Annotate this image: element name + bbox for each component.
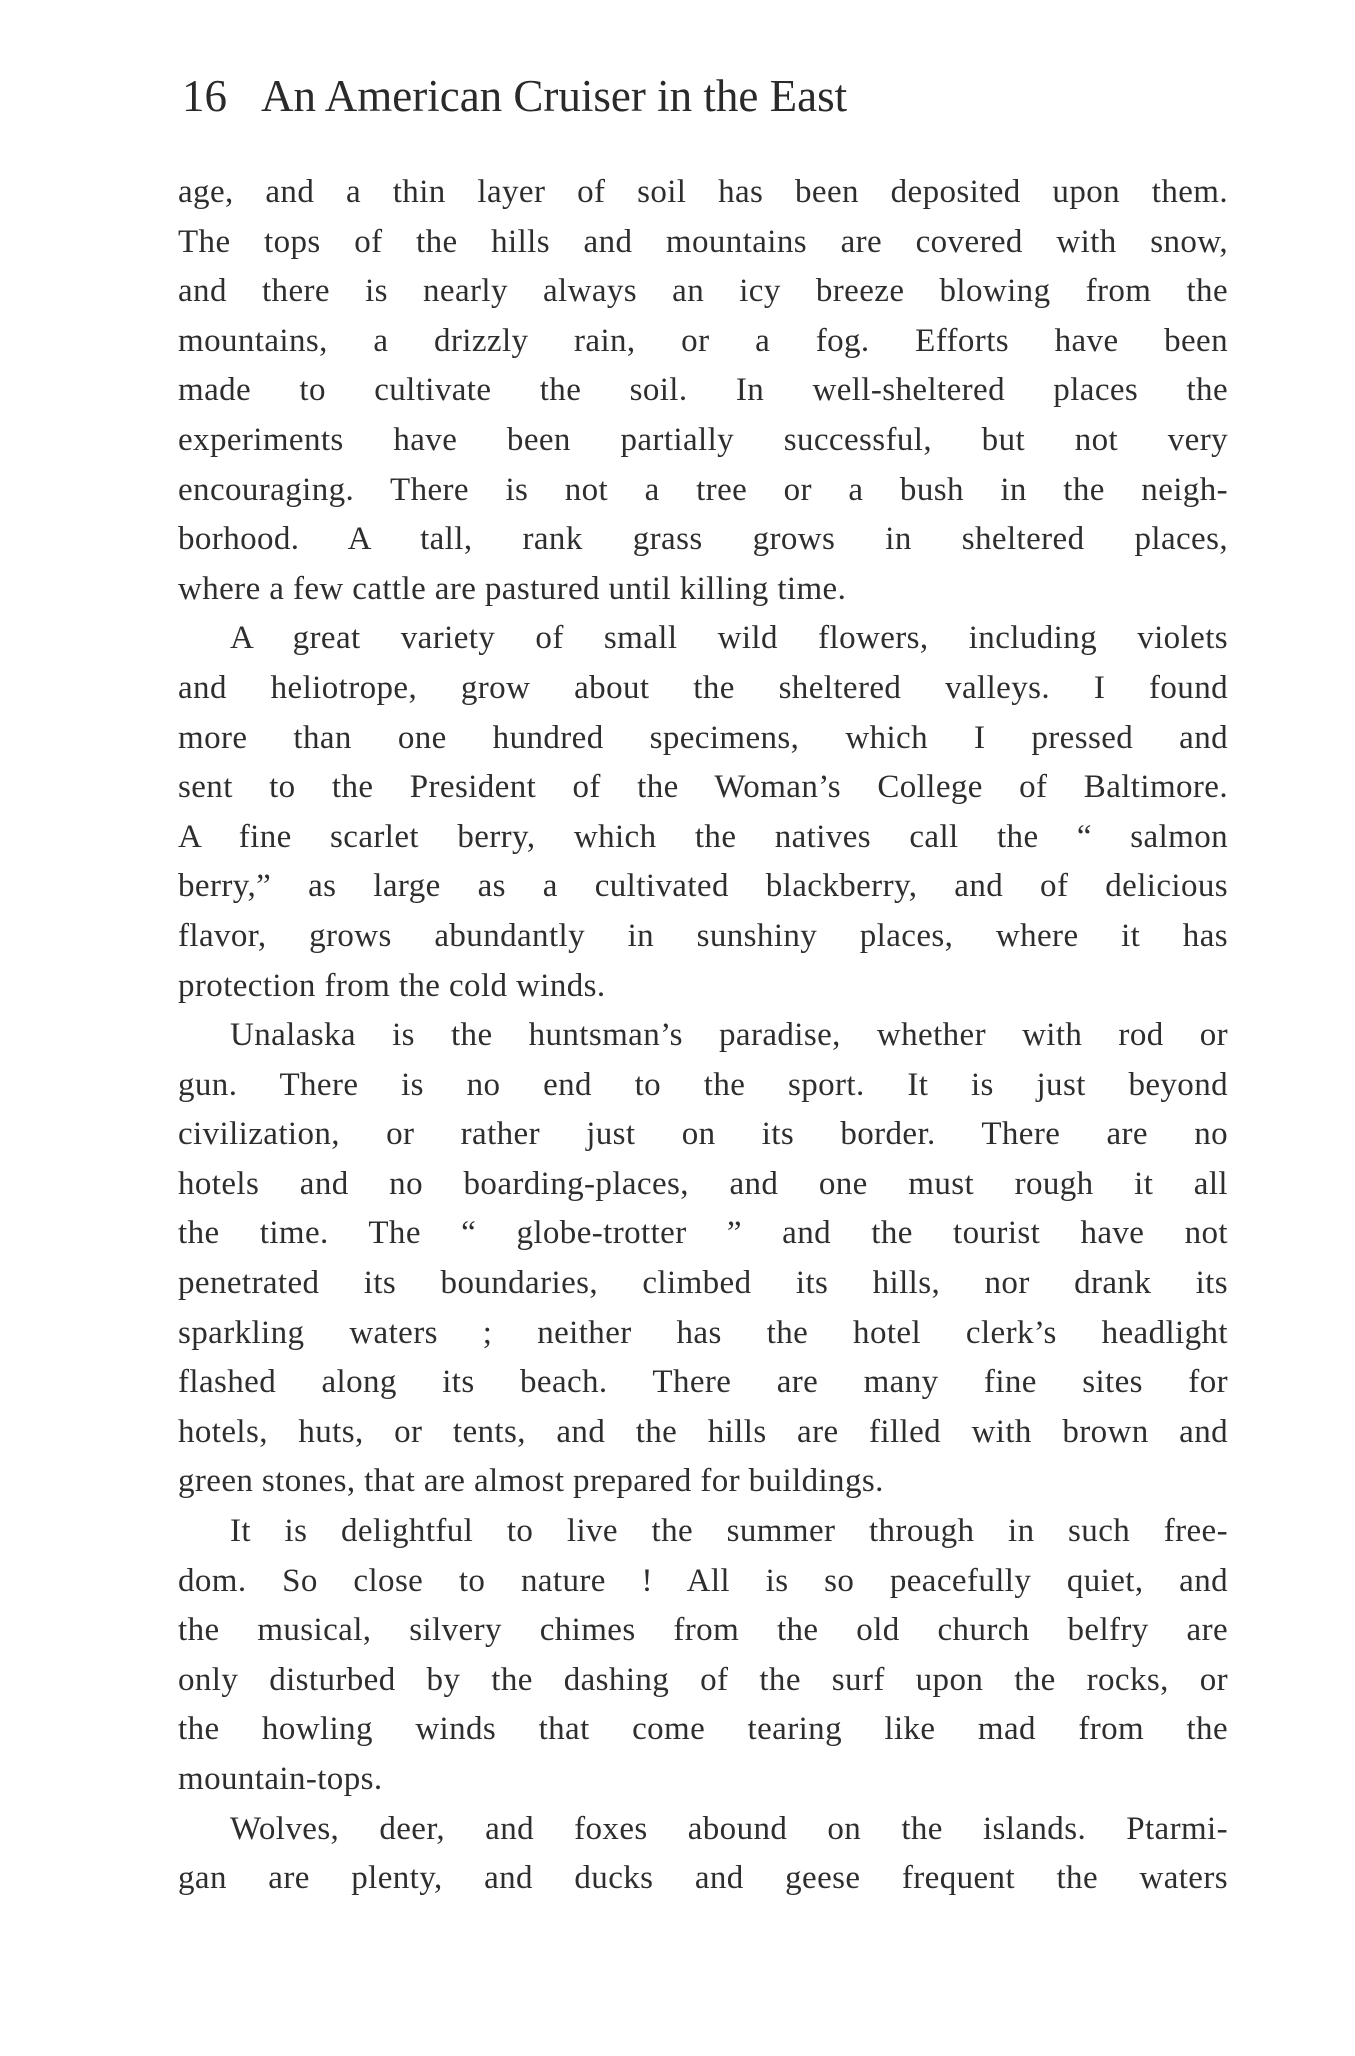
- text-line: and there is nearly always an icy breeze blowing from the: [178, 273, 1228, 310]
- text-line: flashed along its beach. There are many fine sites for: [178, 1364, 1228, 1401]
- text-line: sent to the President of the Woman’s College of Baltimore.: [178, 769, 1228, 806]
- text-line: and heliotrope, grow about the sheltered valleys. I found: [178, 669, 1228, 706]
- text-line: more than one hundred specimens, which I pressed and: [178, 719, 1228, 756]
- text-line: encouraging. There is not a tree or a bush in the neigh-: [178, 471, 1228, 508]
- text-line: the howling winds that come tearing like mad from the: [178, 1711, 1228, 1748]
- text-line: gan are plenty, and ducks and geese frequent the waters: [178, 1860, 1228, 1897]
- text-line: borhood. A tall, rank grass grows in sheltered places,: [178, 521, 1228, 558]
- text-line: civilization, or rather just on its border. There are no: [178, 1116, 1228, 1153]
- text-line: made to cultivate the soil. In well-sheltered places the: [178, 372, 1228, 409]
- text-line: hotels, huts, or tents, and the hills are filled with brown and: [178, 1413, 1228, 1450]
- text-line: Wolves, deer, and foxes abound on the islands. Ptarmi-: [230, 1810, 1228, 1847]
- text-line: penetrated its boundaries, climbed its hills, nor drank its: [178, 1265, 1228, 1302]
- text-line: Unalaska is the huntsman’s paradise, whether with rod or: [230, 1017, 1228, 1054]
- text-line: protection from the cold winds.: [178, 967, 606, 1004]
- page-number: 16: [182, 71, 227, 121]
- text-line: It is delightful to live the summer through in such free-: [230, 1513, 1228, 1550]
- text-line: hotels and no boarding-places, and one must rough it all: [178, 1165, 1228, 1202]
- text-line: mountain-tops.: [178, 1761, 383, 1797]
- text-line: green stones, that are almost prepared for buildings.: [178, 1463, 884, 1500]
- text-line: berry,” as large as a cultivated blackberry, and of delicious: [178, 868, 1228, 905]
- text-line: sparkling waters ; neither has the hotel clerk’s headlight: [178, 1314, 1228, 1351]
- text-line: the musical, silvery chimes from the old church belfry are: [178, 1612, 1228, 1649]
- text-line: the time. The “ globe-trotter ” and the tourist have not: [178, 1215, 1228, 1252]
- running-title: An American Cruiser in the East: [261, 71, 848, 121]
- running-head: [182, 66, 1182, 126]
- body-text: [178, 168, 1228, 1904]
- text-line: only disturbed by the dashing of the surf upon the rocks, or: [178, 1661, 1228, 1698]
- text-line: flavor, grows abundantly in sunshiny places, where it has: [178, 917, 1228, 954]
- text-line: A great variety of small wild flowers, including violets: [230, 620, 1228, 657]
- text-line: The tops of the hills and mountains are covered with snow,: [178, 223, 1228, 260]
- text-line: dom. So close to nature ! All is so peacefully quiet, and: [178, 1562, 1228, 1599]
- text-line: gun. There is no end to the sport. It is just beyond: [178, 1066, 1228, 1103]
- text-line: age, and a thin layer of soil has been deposited upon them.: [178, 174, 1228, 210]
- text-line: where a few cattle are pastured until killing time.: [178, 570, 847, 607]
- text-line: experiments have been partially successful, but not very: [178, 421, 1228, 458]
- text-line: mountains, a drizzly rain, or a fog. Efforts have been: [178, 322, 1228, 359]
- text-line: A fine scarlet berry, which the natives call the “ salmon: [178, 818, 1228, 855]
